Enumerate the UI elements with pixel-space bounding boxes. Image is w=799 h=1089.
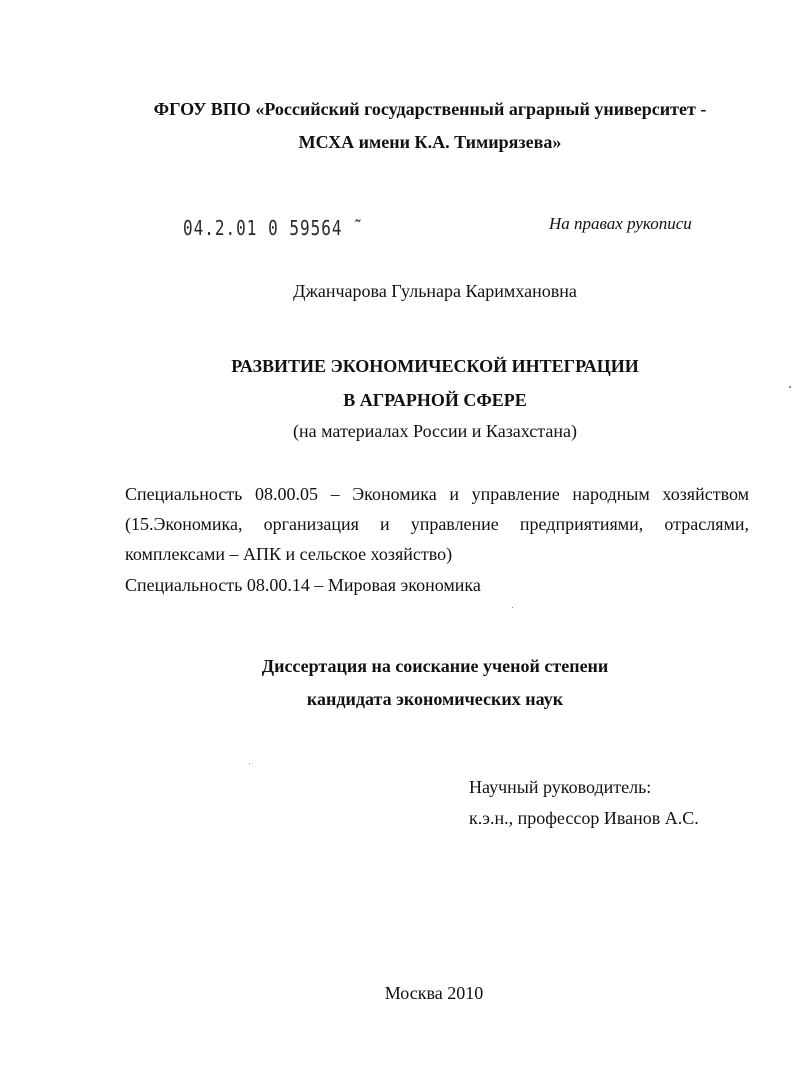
dissertation-title-line-2: В АГРАРНОЙ СФЕРЕ (343, 390, 527, 410)
author-name: Джанчарова Гульнара Каримхановна (293, 281, 577, 301)
dissertation-subtitle: (на материалах России и Казахстана) (293, 421, 577, 441)
supervisor-name: к.э.н., профессор Иванов А.С. (469, 808, 699, 828)
organization-name-line-2: МСХА имени К.А. Тимирязева» (298, 132, 562, 152)
manuscript-rights-note: На правах рукописи (549, 214, 692, 233)
specialty-1-line-1: Специальность 08.00.05 – Экономика и управление народным хозяйством (125, 484, 749, 504)
specialty-2-line: Специальность 08.00.14 – Мировая экономика (125, 575, 481, 595)
degree-statement-line-1: Диссертация на соискание ученой степени (261, 656, 609, 676)
scan-speck (249, 763, 250, 764)
registration-number-stamp: 04.2.01 0 59564 ˜ (183, 216, 364, 240)
supervisor-label: Научный руководитель: (469, 777, 652, 797)
organization-name-line-1: ФГОУ ВПО «Российский государственный аграрный университет - (153, 99, 707, 119)
scan-speck (789, 386, 791, 388)
scan-speck (512, 607, 513, 608)
specialty-1-line-2: (15.Экономика, организация и управление предприятиями, отраслями, (125, 514, 749, 534)
city-and-year: Москва 2010 (384, 983, 484, 1003)
degree-statement-line-2: кандидата экономических наук (306, 689, 564, 709)
dissertation-title-line-1: РАЗВИТИЕ ЭКОНОМИЧЕСКОЙ ИНТЕГРАЦИИ (231, 356, 639, 376)
specialty-1-line-3: комплексами – АПК и сельское хозяйство) (125, 544, 453, 564)
